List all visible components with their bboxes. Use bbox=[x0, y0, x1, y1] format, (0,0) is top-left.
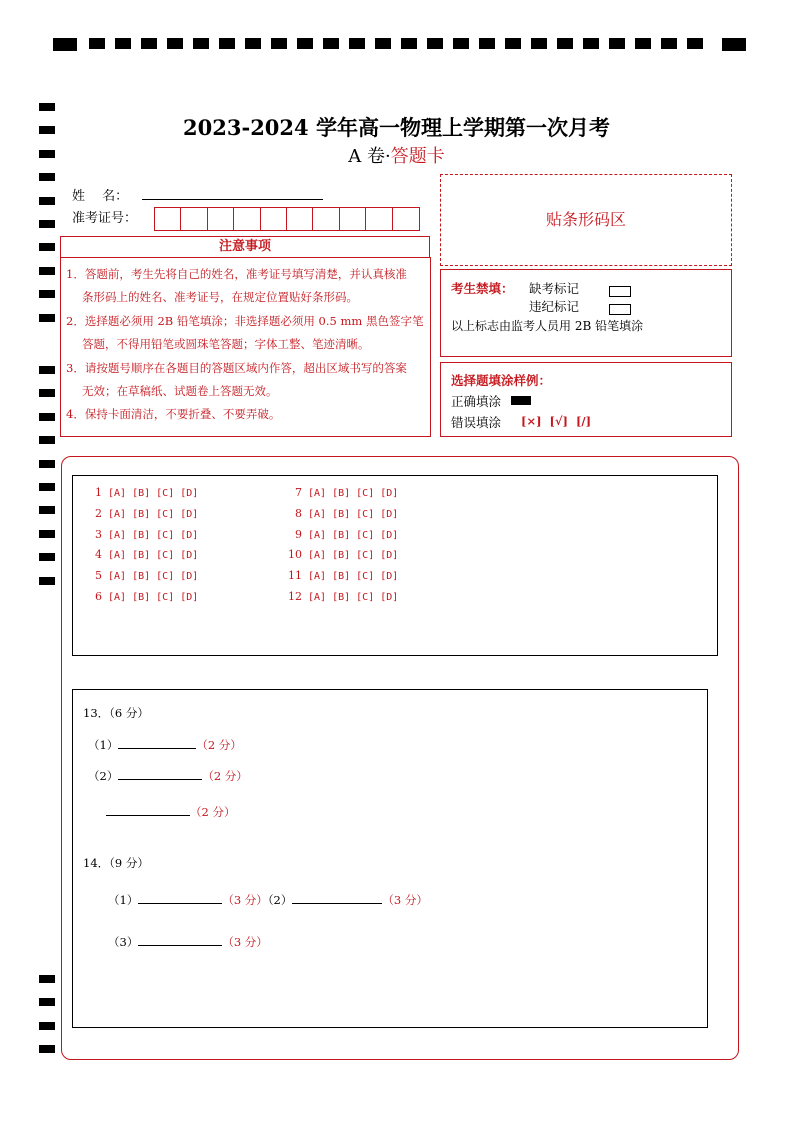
mcq-number: 8 bbox=[295, 507, 302, 520]
violation-mark-label: 违纪标记 bbox=[529, 299, 580, 314]
mcq-options[interactable]: [A] [B] [C] [D] bbox=[308, 530, 399, 541]
mcq-number: 3 bbox=[95, 528, 102, 541]
mcq-row[interactable] bbox=[280, 548, 398, 561]
notice-line: 条形码上的姓名、准考证号，在规定位置贴好条形码。 bbox=[82, 290, 358, 304]
subtitle-version: A 卷· bbox=[348, 146, 391, 167]
timing-mark bbox=[39, 366, 55, 374]
timing-mark bbox=[39, 413, 55, 421]
timing-mark bbox=[39, 389, 55, 397]
q13-part1-blank[interactable] bbox=[118, 736, 196, 749]
mcq-number: 2 bbox=[95, 507, 102, 520]
subtitle-card: 答题卡 bbox=[390, 146, 445, 167]
timing-mark bbox=[39, 220, 55, 228]
id-number-boxes[interactable] bbox=[154, 207, 420, 231]
timing-mark bbox=[39, 290, 55, 298]
q13-part2-blank[interactable] bbox=[118, 767, 202, 780]
mcq-number: 4 bbox=[95, 548, 102, 561]
mcq-row[interactable] bbox=[80, 486, 198, 499]
timing-mark bbox=[39, 436, 55, 444]
timing-mark bbox=[39, 483, 55, 491]
mcq-options[interactable]: [A] [B] [C] [D] bbox=[308, 571, 399, 582]
page-title: 2023-2024 学年高一物理上学期第一次月考 bbox=[183, 115, 610, 140]
timing-mark bbox=[39, 506, 55, 514]
mcq-number: 7 bbox=[295, 486, 302, 499]
mcq-row[interactable] bbox=[80, 548, 198, 561]
timing-mark bbox=[39, 975, 55, 983]
mcq-options[interactable]: [A] [B] [C] [D] bbox=[108, 592, 199, 603]
mcq-row[interactable] bbox=[280, 569, 398, 582]
mcq-options[interactable]: [A] [B] [C] [D] bbox=[308, 509, 399, 520]
id-digit-box[interactable] bbox=[155, 208, 181, 230]
q14-part2-score: （3 分） bbox=[382, 893, 428, 907]
id-digit-box[interactable] bbox=[287, 208, 313, 230]
mcq-options[interactable]: [A] [B] [C] [D] bbox=[108, 571, 199, 582]
q13-part2-score: （2 分） bbox=[202, 769, 248, 783]
timing-mark bbox=[39, 553, 55, 561]
mcq-box bbox=[72, 475, 718, 656]
q14-part2-label: （2） bbox=[267, 893, 293, 907]
mcq-options[interactable]: [A] [B] [C] [D] bbox=[108, 530, 199, 541]
q13-part2-label: （2） bbox=[88, 769, 119, 783]
correct-fill-sample bbox=[511, 396, 531, 405]
notice-line: 答题，不得用铅笔或圆珠笔答题；字体工整、笔迹清晰。 bbox=[82, 337, 370, 351]
timing-mark bbox=[39, 197, 55, 205]
mcq-row[interactable] bbox=[280, 507, 398, 520]
barcode-area bbox=[440, 174, 732, 266]
q14-part1-blank[interactable] bbox=[138, 891, 222, 904]
mcq-number: 12 bbox=[288, 590, 302, 603]
mcq-row[interactable] bbox=[80, 528, 198, 541]
mcq-number: 9 bbox=[295, 528, 302, 541]
wrong-fill-samples: [×] [√] [/] bbox=[521, 414, 592, 428]
q14-part3-label: （3） bbox=[108, 935, 139, 949]
id-digit-box[interactable] bbox=[313, 208, 339, 230]
mcq-number: 1 bbox=[95, 486, 102, 499]
mcq-row[interactable] bbox=[280, 590, 398, 603]
mcq-number: 11 bbox=[288, 569, 302, 582]
q14-part3-blank[interactable] bbox=[138, 933, 222, 946]
name-label: 姓 名： bbox=[72, 189, 129, 204]
mcq-row[interactable] bbox=[80, 590, 198, 603]
q13-part1-score: （2 分） bbox=[196, 738, 242, 752]
fill-example-title: 选择题填涂样例： bbox=[451, 373, 552, 388]
fill-example-box bbox=[440, 362, 732, 437]
mcq-row[interactable] bbox=[280, 486, 398, 499]
id-digit-box[interactable] bbox=[261, 208, 287, 230]
timing-mark bbox=[39, 998, 55, 1006]
barcode-area-label: 贴条形码区 bbox=[545, 210, 626, 229]
id-label: 准考证号： bbox=[72, 211, 138, 226]
notice-line: 2．选择题必须用 2B 铅笔填涂；非选择题必须用 0.5 mm 黑色签字笔 bbox=[66, 314, 424, 328]
mcq-options[interactable]: [A] [B] [C] [D] bbox=[108, 550, 199, 561]
correct-fill-label: 正确填涂 bbox=[451, 394, 502, 409]
notice-title: 注意事项 bbox=[60, 236, 430, 258]
q14-part1-label: （1） bbox=[108, 893, 139, 907]
timing-mark bbox=[39, 530, 55, 538]
prohibit-label: 考生禁填： bbox=[451, 281, 514, 296]
q13-part1-label: （1） bbox=[88, 738, 119, 752]
mcq-options[interactable]: [A] [B] [C] [D] bbox=[308, 550, 399, 561]
q14-part3-score: （3 分） bbox=[222, 935, 268, 949]
mcq-row[interactable] bbox=[80, 507, 198, 520]
absent-mark-box[interactable] bbox=[609, 281, 631, 300]
q14-part2-blank[interactable] bbox=[292, 891, 382, 904]
mcq-row[interactable] bbox=[280, 528, 398, 541]
q13-part3-score: （2 分） bbox=[190, 805, 236, 819]
mcq-options[interactable]: [A] [B] [C] [D] bbox=[108, 509, 199, 520]
timing-mark bbox=[39, 314, 55, 322]
prohibit-note: 以上标志由监考人员用 2B 铅笔填涂 bbox=[451, 319, 644, 333]
page-subtitle bbox=[0, 142, 793, 168]
id-digit-box[interactable] bbox=[393, 208, 419, 230]
wrong-fill-label: 错误填涂 bbox=[451, 415, 502, 430]
timing-mark bbox=[39, 460, 55, 468]
mcq-options[interactable]: [A] [B] [C] [D] bbox=[108, 488, 199, 499]
notice-line: 4．保持卡面清洁，不要折叠、不要弄破。 bbox=[66, 407, 281, 421]
timing-mark bbox=[39, 173, 55, 181]
mcq-number: 5 bbox=[95, 569, 102, 582]
timing-mark bbox=[39, 243, 55, 251]
timing-mark bbox=[39, 103, 55, 111]
q14-heading: 14．（9 分） bbox=[83, 856, 149, 870]
mcq-options[interactable]: [A] [B] [C] [D] bbox=[308, 488, 399, 499]
mcq-options[interactable]: [A] [B] [C] [D] bbox=[308, 592, 399, 603]
absent-mark-label: 缺考标记 bbox=[529, 281, 580, 296]
id-digit-box[interactable] bbox=[366, 208, 392, 230]
mcq-row[interactable] bbox=[80, 569, 198, 582]
id-digit-box[interactable] bbox=[340, 208, 366, 230]
id-digit-box[interactable] bbox=[208, 208, 234, 230]
id-digit-box[interactable] bbox=[234, 208, 260, 230]
q13-part3-blank[interactable] bbox=[106, 803, 190, 816]
q13-heading: 13．（6 分） bbox=[83, 706, 149, 720]
mcq-number: 10 bbox=[288, 548, 302, 561]
id-digit-box[interactable] bbox=[181, 208, 207, 230]
prohibit-box bbox=[440, 269, 732, 357]
notice-line: 无效；在草稿纸、试题卷上答题无效。 bbox=[82, 384, 278, 398]
notice-line: 1．答题前，考生先将自己的姓名，准考证号填写清楚，并认真核准 bbox=[66, 267, 407, 281]
timing-mark bbox=[39, 267, 55, 275]
timing-mark bbox=[39, 1022, 55, 1030]
violation-mark-box[interactable] bbox=[609, 299, 631, 318]
name-field[interactable] bbox=[142, 199, 323, 200]
mcq-number: 6 bbox=[95, 590, 102, 603]
timing-mark bbox=[39, 577, 55, 585]
q14-part1-score: （3 分） bbox=[222, 893, 268, 907]
timing-mark bbox=[39, 1045, 55, 1053]
notice-line: 3．请按题号顺序在各题目的答题区域内作答，超出区域书写的答案 bbox=[66, 361, 407, 375]
